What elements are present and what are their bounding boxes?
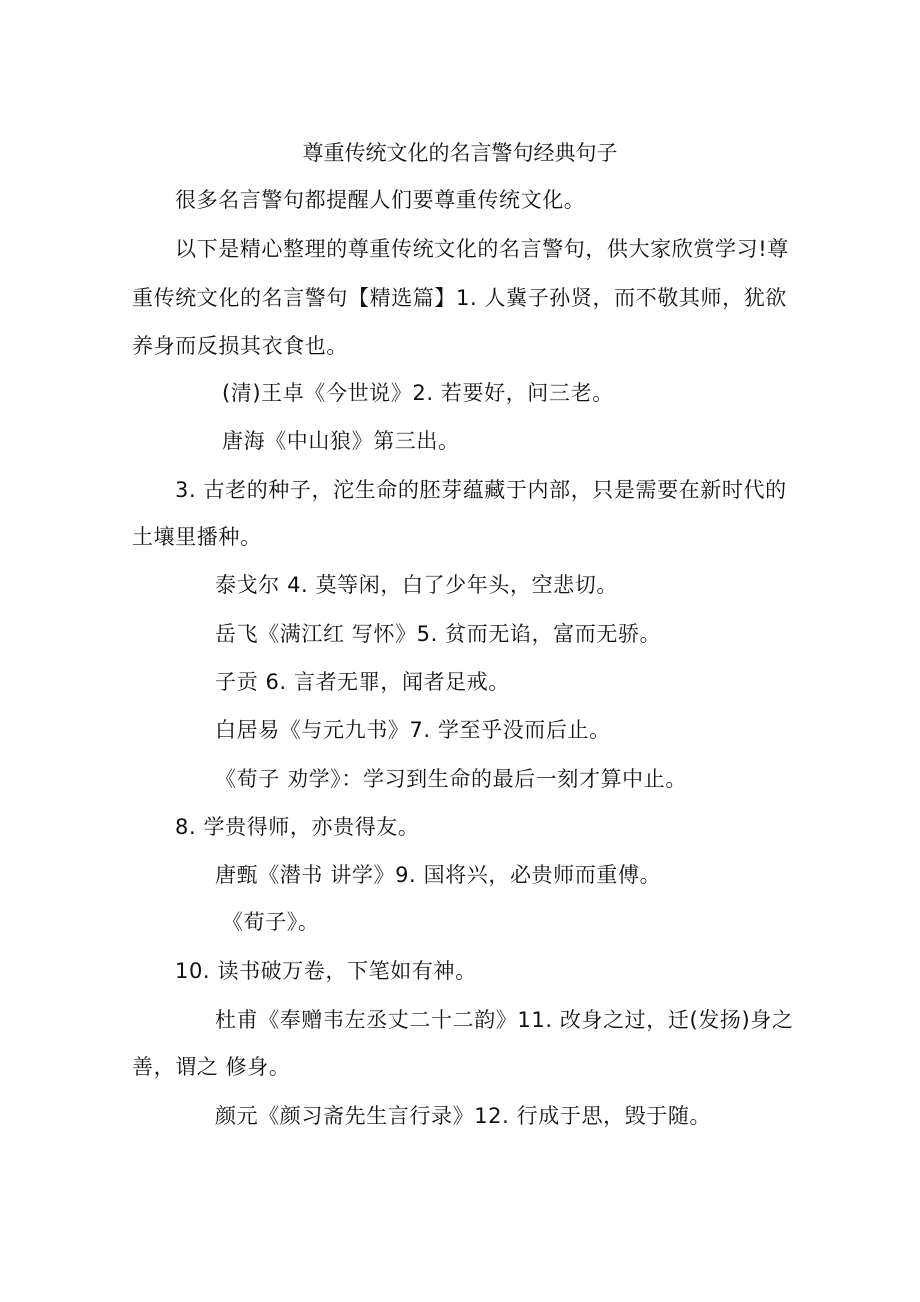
text-line: 3. 古老的种子，沱生命的胚芽蕴藏于内部，只是需要在新时代的 bbox=[175, 478, 787, 502]
text-line: 养身而反损其衣食也。 bbox=[132, 334, 348, 358]
text-line: 颜元《颜习斋先生言行录》12. 行成于思，毁于随。 bbox=[215, 1104, 712, 1128]
text-line: 岳飞《满江红 写怀》5. 贫而无谄，富而无骄。 bbox=[215, 622, 662, 646]
text-line: 《荀子 劝学》：学习到生命的最后一刻才算中止。 bbox=[215, 767, 687, 791]
text-line: (清)王卓《今世说》2. 若要好，问三老。 bbox=[222, 381, 614, 405]
text-line: 以下是精心整理的尊重传统文化的名言警句，供大家欣赏学习!尊 bbox=[175, 237, 789, 261]
text-line: 土壤里播种。 bbox=[132, 525, 262, 549]
text-line: 子贡 6. 言者无罪，闻者足戒。 bbox=[215, 670, 510, 694]
text-line: 很多名言警句都提醒人们要尊重传统文化。 bbox=[175, 188, 586, 212]
text-line: 10. 读书破万卷，下笔如有神。 bbox=[175, 959, 477, 983]
text-line: 唐海《中山狼》第三出。 bbox=[222, 429, 460, 453]
text-line: 8. 学贵得师，亦贵得友。 bbox=[175, 815, 420, 839]
text-line: 《荀子》。 bbox=[222, 910, 320, 934]
document-title: 尊重传统文化的名言警句经典句子 bbox=[302, 141, 618, 165]
text-line: 重传统文化的名言警句【精选篇】1. 人冀子孙贤，而不敬其师，犹欲 bbox=[132, 286, 787, 310]
text-line: 白居易《与元九书》7. 学至乎没而后止。 bbox=[215, 718, 611, 742]
text-line: 善，谓之 修身。 bbox=[132, 1055, 291, 1079]
text-line: 泰戈尔 4. 莫等闲，白了少年头，空悲切。 bbox=[215, 573, 618, 597]
text-line: 杜甫《奉赠韦左丞丈二十二韵》11. 改身之过，迁(发扬)身之 bbox=[215, 1008, 794, 1032]
text-line: 唐甄《潜书 讲学》9. 国将兴，必贵师而重傅。 bbox=[215, 863, 662, 887]
